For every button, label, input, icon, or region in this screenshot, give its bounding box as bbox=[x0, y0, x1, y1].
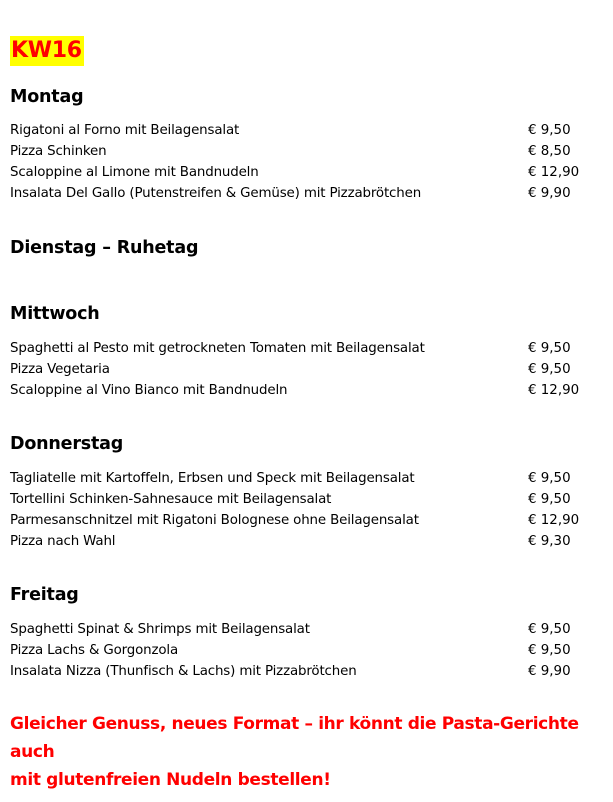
dish-name: Spaghetti al Pesto mit getrockneten Tomaten mit Beilagensalat bbox=[10, 341, 425, 356]
dish-price: € 12,90 bbox=[528, 165, 580, 180]
note-line-1: Gleicher Genuss, neues Format – ihr könnt die Pasta-Gerichte auch bbox=[10, 714, 579, 762]
menu-item bbox=[10, 380, 613, 401]
day-heading-dienstag: Dienstag – Ruhetag bbox=[10, 238, 199, 258]
dish-name: Pizza nach Wahl bbox=[10, 534, 116, 549]
dish-price: € 9,50 bbox=[528, 622, 571, 637]
dish-price: € 9,50 bbox=[528, 492, 571, 507]
menu-list-mittwoch bbox=[10, 338, 613, 401]
dish-price: € 8,50 bbox=[528, 144, 571, 159]
dish-price: € 9,90 bbox=[528, 186, 571, 201]
menu-item bbox=[10, 468, 613, 489]
menu-item bbox=[10, 531, 613, 552]
dish-name: Tortellini Schinken-Sahnesauce mit Beilagensalat bbox=[10, 492, 332, 507]
dish-name: Parmesanschnitzel mit Rigatoni Bolognese ohne Beilagensalat bbox=[10, 513, 419, 528]
menu-item bbox=[10, 640, 613, 661]
dish-name: Insalata Nizza (Thunfisch & Lachs) mit Pizzabrötchen bbox=[10, 664, 357, 679]
dish-price: € 9,50 bbox=[528, 123, 571, 138]
dish-name: Scaloppine al Limone mit Bandnudeln bbox=[10, 165, 259, 180]
dish-price: € 9,50 bbox=[528, 643, 571, 658]
day-heading-montag: Montag bbox=[10, 87, 84, 107]
menu-item bbox=[10, 661, 613, 682]
day-heading-donnerstag: Donnerstag bbox=[10, 434, 124, 454]
menu-item bbox=[10, 120, 613, 141]
dish-price: € 9,50 bbox=[528, 362, 571, 377]
menu-item bbox=[10, 141, 613, 162]
menu-item bbox=[10, 338, 613, 359]
dish-price: € 9,50 bbox=[528, 471, 571, 486]
dish-name: Tagliatelle mit Kartoffeln, Erbsen und Speck mit Beilagensalat bbox=[10, 471, 415, 486]
day-heading-freitag: Freitag bbox=[10, 585, 79, 605]
dish-name: Rigatoni al Forno mit Beilagensalat bbox=[10, 123, 240, 138]
dish-price: € 9,30 bbox=[528, 534, 571, 549]
dish-name: Insalata Del Gallo (Putenstreifen & Gemüse) mit Pizzabrötchen bbox=[10, 186, 422, 201]
dish-name: Pizza Schinken bbox=[10, 144, 107, 159]
dish-name: Pizza Vegetaria bbox=[10, 362, 110, 377]
menu-item bbox=[10, 162, 613, 183]
dish-price: € 12,90 bbox=[528, 383, 580, 398]
dish-name: Scaloppine al Vino Bianco mit Bandnudeln bbox=[10, 383, 288, 398]
menu-list-freitag bbox=[10, 619, 613, 682]
gluten-free-note bbox=[10, 710, 610, 794]
day-heading-mittwoch: Mittwoch bbox=[10, 304, 100, 324]
menu-item bbox=[10, 619, 613, 640]
menu-item bbox=[10, 510, 613, 531]
menu-list-montag bbox=[10, 120, 613, 204]
dish-price: € 9,90 bbox=[528, 664, 571, 679]
menu-item bbox=[10, 359, 613, 380]
menu-list-donnerstag bbox=[10, 468, 613, 552]
week-label: KW16 bbox=[10, 36, 84, 66]
dish-name: Spaghetti Spinat & Shrimps mit Beilagensalat bbox=[10, 622, 310, 637]
menu-item bbox=[10, 183, 613, 204]
dish-price: € 9,50 bbox=[528, 341, 571, 356]
menu-item bbox=[10, 489, 613, 510]
note-line-2: mit glutenfreien Nudeln bestellen! bbox=[10, 770, 331, 790]
dish-name: Pizza Lachs & Gorgonzola bbox=[10, 643, 179, 658]
dish-price: € 12,90 bbox=[528, 513, 580, 528]
